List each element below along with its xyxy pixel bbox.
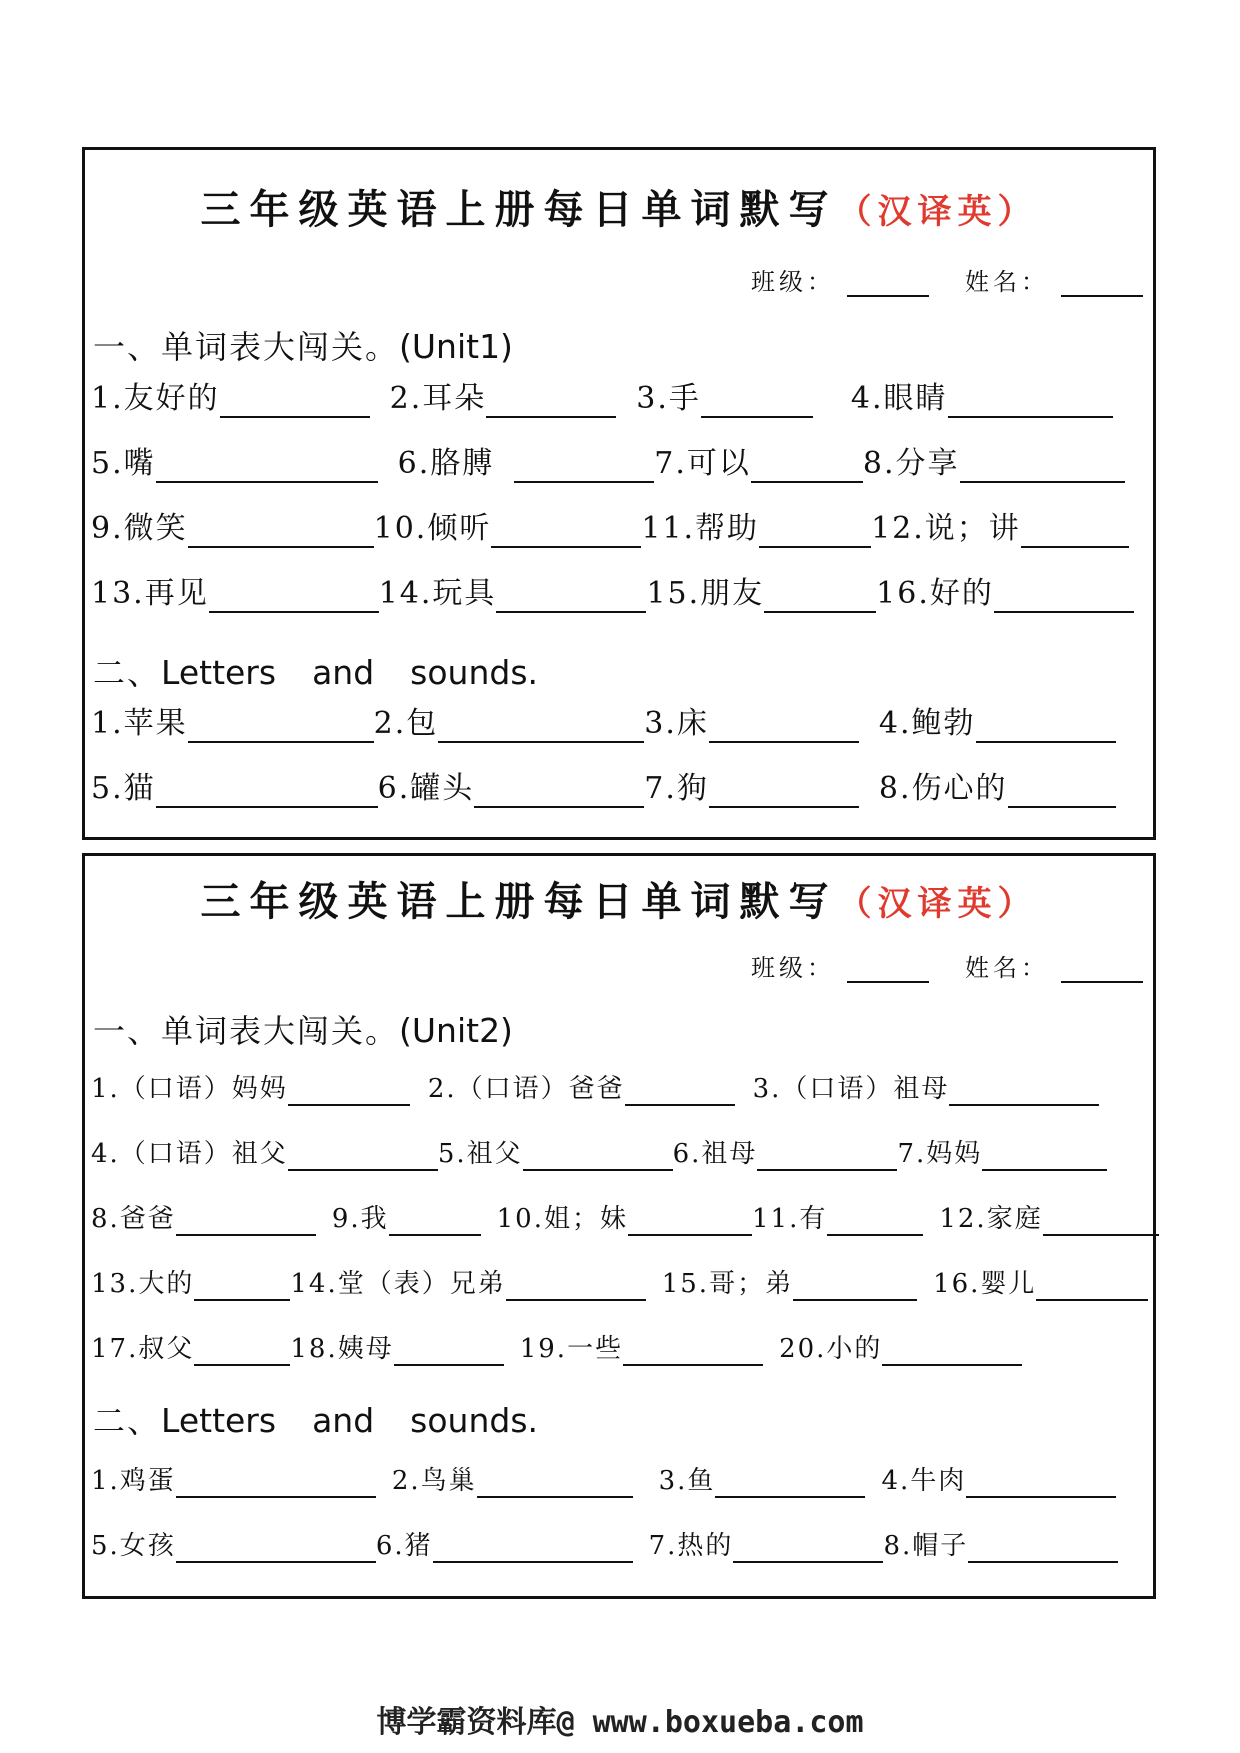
answer-blank[interactable]: [982, 1139, 1107, 1171]
vocab-item: [91, 1204, 316, 1236]
item-label: 6.祖母: [672, 1139, 758, 1169]
item-label: 15.朋友: [646, 576, 765, 611]
item-label: 12.家庭: [939, 1204, 1043, 1234]
worksheet-card-unit1: [82, 147, 1156, 840]
letters-item: [91, 1466, 376, 1498]
item-label: 13.再见: [91, 576, 209, 611]
letters-item: [644, 771, 859, 808]
vocab-item: [876, 576, 1134, 613]
answer-blank[interactable]: [156, 776, 378, 808]
answer-blank[interactable]: [757, 1139, 897, 1171]
vocab-item: [673, 1139, 898, 1171]
answer-blank[interactable]: [523, 1139, 673, 1171]
vocab-item: [428, 1074, 735, 1106]
item-label: 1.（口语）妈妈: [91, 1074, 288, 1104]
letters-row: [91, 768, 1143, 808]
name-blank[interactable]: [1061, 271, 1143, 297]
class-label: 班级：: [751, 268, 835, 296]
answer-blank[interactable]: [491, 516, 641, 548]
title-text: 三年级英语上册每日单词默写: [200, 878, 838, 925]
vocab-row: [91, 1326, 1143, 1366]
item-label: 19.一些: [519, 1334, 624, 1364]
vocab-item: [662, 1269, 917, 1301]
answer-blank[interactable]: [288, 1139, 438, 1171]
vocab-item: [520, 1334, 763, 1366]
vocab-row: [91, 573, 1143, 613]
answer-blank[interactable]: [764, 581, 876, 613]
item-label: 11.有: [751, 1204, 828, 1234]
item-label: 7.可以: [654, 446, 751, 481]
vocab-item: [91, 1074, 410, 1106]
vocab-item: [290, 1269, 645, 1301]
answer-blank[interactable]: [882, 1334, 1022, 1366]
answer-blank[interactable]: [1043, 1204, 1159, 1236]
sounds-word: sounds.: [410, 1401, 539, 1440]
letters-item: [91, 1531, 376, 1563]
student-info: [751, 948, 1143, 983]
answer-blank[interactable]: [628, 1204, 752, 1236]
vocab-row: [91, 1066, 1143, 1106]
answer-blank[interactable]: [433, 1531, 633, 1563]
letters-item: [392, 1466, 633, 1498]
letters-item: [377, 771, 645, 808]
answer-blank[interactable]: [288, 1074, 410, 1106]
answer-blank[interactable]: [751, 451, 863, 483]
item-label: 6.猪: [375, 1531, 433, 1561]
item-label: 10.倾听: [373, 511, 492, 546]
worksheet-title: [85, 178, 1153, 235]
unit-label: (Unit2): [399, 1011, 513, 1050]
item-label: 2.（口语）爸爸: [427, 1074, 625, 1104]
vocab-row: [91, 378, 1143, 418]
vocab-item: [897, 1139, 1107, 1171]
answer-blank[interactable]: [793, 1269, 917, 1301]
vocab-item: [939, 1204, 1158, 1236]
worksheet-card-unit2: [82, 853, 1156, 1599]
item-label: 10.姐；妹: [496, 1204, 628, 1234]
answer-blank[interactable]: [1021, 516, 1129, 548]
answer-blank[interactable]: [438, 711, 644, 743]
item-label: 8.帽子: [883, 1531, 969, 1561]
answer-blank[interactable]: [486, 386, 616, 418]
answer-blank[interactable]: [625, 1074, 735, 1106]
student-info: [751, 262, 1143, 297]
answer-blank[interactable]: [827, 1204, 923, 1236]
letters-row: [91, 1458, 1143, 1498]
item-label: 20.小的: [779, 1334, 883, 1364]
answer-blank[interactable]: [194, 1334, 290, 1366]
answer-blank[interactable]: [506, 1269, 646, 1301]
section-vocab-label: 一、单词表大闯关。: [93, 328, 400, 366]
letters-row: [91, 703, 1143, 743]
vocab-item: [290, 1334, 503, 1366]
answer-blank[interactable]: [474, 776, 644, 808]
vocab-item: [646, 576, 876, 613]
item-label: 14.玩具: [378, 576, 497, 611]
name-label: 姓名：: [965, 954, 1049, 982]
answer-blank[interactable]: [968, 1531, 1118, 1563]
item-label: 3.手: [636, 381, 701, 416]
vocab-item: [91, 576, 379, 613]
section-letters-heading: [93, 648, 574, 694]
letters-item: [649, 1531, 884, 1563]
item-label: 8.伤心的: [878, 771, 1008, 806]
watermark-footer: 博学霸资料库@ www.boxueba.com: [376, 1705, 864, 1740]
answer-blank[interactable]: [514, 451, 654, 483]
section-vocab-heading: [93, 1006, 513, 1052]
item-label: 3.床: [644, 706, 709, 741]
item-label: 17.叔父: [91, 1334, 195, 1364]
and-word: and: [312, 653, 375, 692]
answer-blank[interactable]: [1008, 776, 1116, 808]
item-label: 4.眼睛: [850, 381, 948, 416]
answer-blank[interactable]: [176, 1531, 376, 1563]
answer-blank[interactable]: [389, 1204, 481, 1236]
vocab-item: [378, 576, 647, 613]
answer-blank[interactable]: [948, 386, 1113, 418]
letters-word: Letters: [161, 653, 277, 692]
item-label: 4.牛肉: [881, 1466, 967, 1496]
vocab-item: [654, 446, 863, 483]
item-label: 9.我: [331, 1204, 389, 1234]
vocab-item: [91, 446, 378, 483]
title-tag: （汉译英）: [837, 192, 1038, 232]
vocab-item: [389, 381, 617, 418]
answer-blank[interactable]: [960, 451, 1125, 483]
item-label: 9.微笑: [91, 511, 188, 546]
item-label: 1.鸡蛋: [91, 1466, 176, 1496]
item-label: 11.帮助: [641, 511, 760, 546]
answer-blank[interactable]: [176, 1204, 316, 1236]
vocab-item: [933, 1269, 1148, 1301]
answer-blank[interactable]: [733, 1531, 883, 1563]
section-vocab-label: 一、单词表大闯关。: [93, 1012, 400, 1050]
vocab-item: [497, 1204, 752, 1236]
answer-blank[interactable]: [966, 1466, 1116, 1498]
vocab-row: [91, 1196, 1143, 1236]
vocab-row: [91, 1131, 1143, 1171]
item-label: 2.耳朵: [389, 381, 487, 416]
class-label: 班级：: [751, 954, 835, 982]
letters-item: [881, 1466, 1116, 1498]
answer-blank[interactable]: [477, 1466, 633, 1498]
item-label: 8.分享: [862, 446, 960, 481]
item-label: 13.大的: [91, 1269, 195, 1299]
answer-blank[interactable]: [1036, 1269, 1148, 1301]
letters-item: [376, 1531, 633, 1563]
vocab-item: [373, 511, 642, 548]
answer-blank[interactable]: [709, 776, 859, 808]
item-label: 1.友好的: [91, 381, 220, 416]
item-label: 3.鱼: [658, 1466, 716, 1496]
answer-blank[interactable]: [715, 1466, 865, 1498]
vocab-item: [438, 1139, 673, 1171]
item-label: 4.（口语）祖父: [91, 1139, 288, 1169]
letters-item: [373, 706, 645, 743]
item-label: 12.说；讲: [871, 511, 1021, 546]
class-blank[interactable]: [847, 957, 929, 983]
item-label: 7.狗: [644, 771, 709, 806]
item-label: 7.妈妈: [897, 1139, 983, 1169]
item-label: 7.热的: [648, 1531, 734, 1561]
item-label: 5.猫: [91, 771, 156, 806]
vocab-item: [91, 1334, 290, 1366]
item-label: 16.好的: [876, 576, 994, 611]
answer-blank[interactable]: [623, 1334, 763, 1366]
answer-blank[interactable]: [188, 516, 374, 548]
answer-blank[interactable]: [709, 711, 859, 743]
answer-blank[interactable]: [759, 516, 871, 548]
item-label: 16.婴儿: [933, 1269, 1037, 1299]
answer-blank[interactable]: [220, 386, 370, 418]
answer-blank[interactable]: [949, 1074, 1099, 1106]
item-label: 14.堂（表）兄弟: [290, 1269, 506, 1299]
item-label: 5.祖父: [437, 1139, 523, 1169]
letters-item: [91, 706, 374, 743]
vocab-item: [850, 381, 1113, 418]
letters-word: Letters: [161, 1401, 277, 1440]
vocab-item: [397, 446, 655, 483]
unit-label: (Unit1): [399, 327, 513, 366]
vocab-item: [91, 1139, 438, 1171]
letters-item: [878, 706, 1116, 743]
title-tag: （汉译英）: [837, 884, 1038, 924]
item-label: 2.鸟巢: [391, 1466, 477, 1496]
vocab-row: [91, 508, 1143, 548]
letters-item: [883, 1531, 1118, 1563]
letters-item: [659, 1466, 866, 1498]
item-label: 18.姨母: [290, 1334, 394, 1364]
item-label: 8.爸爸: [91, 1204, 176, 1234]
item-label: 1.苹果: [91, 706, 188, 741]
class-blank[interactable]: [847, 271, 929, 297]
item-label: 3.（口语）祖母: [752, 1074, 950, 1104]
vocab-item: [91, 511, 374, 548]
letters-item: [878, 771, 1116, 808]
item-label: 15.哥；弟: [661, 1269, 794, 1299]
worksheet-title: [85, 870, 1153, 927]
answer-blank[interactable]: [976, 711, 1116, 743]
and-word: and: [312, 1401, 375, 1440]
vocab-item: [91, 381, 370, 418]
answer-blank[interactable]: [176, 1466, 376, 1498]
item-label: 5.嘴: [91, 446, 156, 481]
vocab-item: [641, 511, 871, 548]
item-label: 2.包: [373, 706, 439, 741]
item-label: 6.胳膊: [397, 446, 495, 481]
answer-blank[interactable]: [496, 581, 646, 613]
vocab-item: [871, 511, 1129, 548]
item-label: 5.女孩: [91, 1531, 176, 1561]
vocab-item: [332, 1204, 481, 1236]
name-blank[interactable]: [1061, 957, 1143, 983]
answer-blank[interactable]: [209, 581, 379, 613]
answer-blank[interactable]: [701, 386, 813, 418]
name-label: 姓名：: [965, 268, 1049, 296]
title-text: 三年级英语上册每日单词默写: [200, 186, 838, 233]
vocab-item: [636, 381, 813, 418]
section-letters-prefix: 二、: [93, 654, 162, 692]
item-label: 6.罐头: [377, 771, 475, 806]
vocab-item: [779, 1334, 1022, 1366]
letters-row: [91, 1523, 1143, 1563]
vocab-item: [752, 1204, 923, 1236]
vocab-item: [753, 1074, 1100, 1106]
answer-blank[interactable]: [994, 581, 1134, 613]
vocab-item: [91, 1269, 290, 1301]
section-letters-heading: [93, 1396, 574, 1442]
answer-blank[interactable]: [394, 1334, 504, 1366]
answer-blank[interactable]: [194, 1269, 290, 1301]
vocab-row: [91, 1261, 1143, 1301]
sounds-word: sounds.: [410, 653, 539, 692]
answer-blank[interactable]: [188, 711, 374, 743]
section-letters-prefix: 二、: [93, 1402, 162, 1440]
item-label: 4.鲍勃: [878, 706, 976, 741]
section-vocab-heading: [93, 322, 513, 368]
letters-item: [644, 706, 859, 743]
vocab-item: [862, 446, 1125, 483]
letters-item: [91, 771, 378, 808]
answer-blank[interactable]: [156, 451, 378, 483]
vocab-row: [91, 443, 1143, 483]
